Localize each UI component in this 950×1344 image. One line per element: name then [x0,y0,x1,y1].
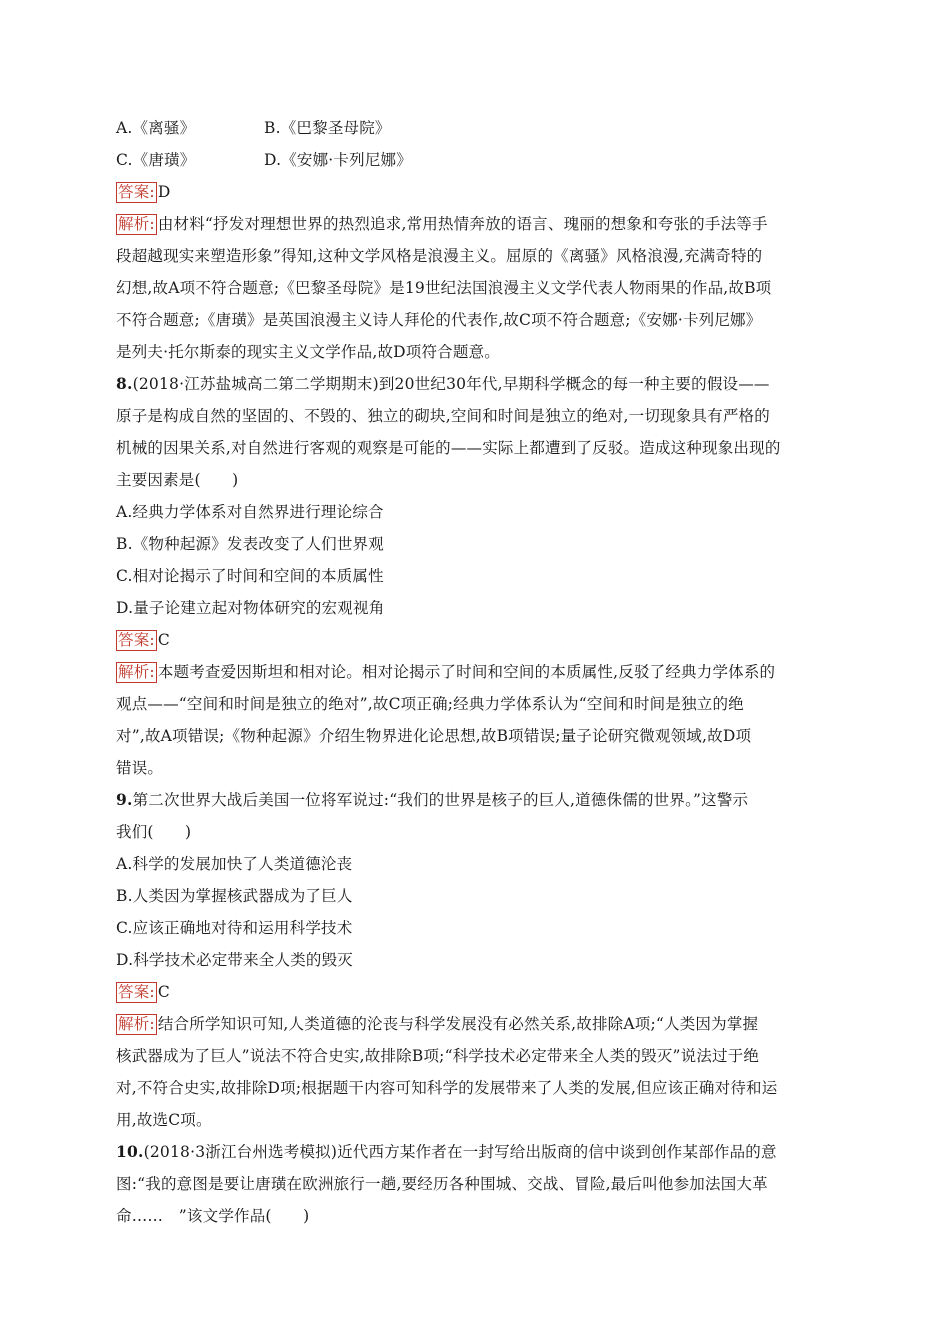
q8-stem-line-2: 原子是构成自然的坚固的、不毁的、独立的砌块,空间和时间是独立的绝对,一切现象具有严格的 [116,407,770,425]
q8-option-a: A.经典力学体系对自然界进行理论综合 [116,503,384,521]
q8-number: 8. [116,374,133,393]
q9-option-a: A.科学的发展加快了人类道德沦丧 [116,855,353,873]
q10-stem-line-2: 图:“我的意图是要让唐璜在欧洲旅行一趟,要经历各种围城、交战、冒险,最后叫他参加法国大革 [116,1175,768,1193]
analysis-text: 结合所学知识可知,人类道德的沦丧与科学发展没有必然关系,故排除A项;“人类因为掌握 [157,1015,759,1033]
q7-option-a: A.《离骚》 [116,119,196,137]
q9-option-d: D.科学技术必定带来全人类的毁灭 [116,951,354,969]
q9-analysis-line-1 [116,1008,836,1040]
q7-option-d: D.《安娜·卡列尼娜》 [264,151,412,169]
q7-analysis-line-3: 幻想,故A项不符合题意;《巴黎圣母院》是19世纪法国浪漫主义文学代表人物雨果的作品,故B项 [116,279,772,297]
q8-answer [116,624,836,656]
answer-tag: 答案: [118,631,155,649]
answer-tag: 答案: [118,183,155,201]
q7-analysis-line-5: 是列夫·托尔斯泰的现实主义文学作品,故D项符合题意。 [116,343,500,361]
q7-answer-value: D [157,183,171,201]
analysis-text: 本题考查爱因斯坦和相对论。相对论揭示了时间和空间的本质属性,反驳了经典力学体系的 [157,663,776,681]
q9-number: 9. [116,790,133,809]
q9-stem-text: 第二次世界大战后美国一位将军说过:“我们的世界是核子的巨人,道德侏儒的世界。”这警示 [132,791,749,809]
q8-analysis-line-1 [116,656,836,688]
q9-answer [116,976,836,1008]
q8-stem-text: (2018·江苏盐城高二第二学期期末)到20世纪30年代,早期科学概念的每一种主要的假设—— [132,375,770,393]
q10-stem-line-3: 命…… ”该文学作品( ) [116,1207,310,1225]
analysis-tag: 解析: [118,215,155,233]
q9-analysis-line-4: 用,故选C项。 [116,1111,212,1129]
q9-option-b: B.人类因为掌握核武器成为了巨人 [116,887,353,905]
q8-analysis-line-4: 错误。 [116,759,164,777]
q9-stem-line-1 [116,784,836,816]
q8-option-b: B.《物种起源》发表改变了人们世界观 [116,535,384,553]
q7-analysis-line-1 [116,208,836,240]
q8-answer-value: C [157,631,170,649]
q9-option-c: C.应该正确地对待和运用科学技术 [116,919,353,937]
q7-options-row-2 [116,144,836,176]
analysis-tag: 解析: [118,1015,155,1033]
q7-answer [116,176,836,208]
analysis-text: 由材料“抒发对理想世界的热烈追求,常用热情奔放的语言、瑰丽的想象和夸张的手法等手 [157,215,768,233]
q9-analysis-line-3: 对,不符合史实,故排除D项;根据题干内容可知科学的发展带来了人类的发展,但应该正确对待和运 [116,1079,778,1097]
q10-number: 10. [116,1142,144,1161]
q10-stem-text: (2018·3浙江台州选考模拟)近代西方某作者在一封写给出版商的信中谈到创作某部作品的意 [143,1143,777,1161]
q7-options-row-1 [116,112,836,144]
q8-stem-line-1 [116,368,836,400]
q8-option-d: D.量子论建立起对物体研究的宏观视角 [116,599,385,617]
q8-option-c: C.相对论揭示了时间和空间的本质属性 [116,567,384,585]
q9-analysis-line-2: 核武器成为了巨人”说法不符合史实,故排除B项;“科学技术必定带来全人类的毁灭”说法过于绝 [116,1047,760,1065]
q8-analysis-line-3: 对”,故A项错误;《物种起源》介绍生物界进化论思想,故B项错误;量子论研究微观领域,故D项 [116,727,752,745]
answer-tag: 答案: [118,983,155,1001]
q10-stem-line-1 [116,1136,836,1168]
q8-analysis-line-2: 观点——“空间和时间是独立的绝对”,故C项正确;经典力学体系认为“空间和时间是独立的绝 [116,695,744,713]
q9-stem-line-2: 我们( ) [116,823,192,841]
document-page [116,112,836,1232]
q9-answer-value: C [157,983,170,1001]
q7-analysis-line-4: 不符合题意;《唐璜》是英国浪漫主义诗人拜伦的代表作,故C项不符合题意;《安娜·卡列尼娜》 [116,311,762,329]
q8-stem-line-3: 机械的因果关系,对自然进行客观的观察是可能的——实际上都遭到了反驳。造成这种现象出现的 [116,439,781,457]
q7-option-c: C.《唐璜》 [116,151,196,169]
q7-analysis-line-2: 段超越现实来塑造形象”得知,这种文学风格是浪漫主义。屈原的《离骚》风格浪漫,充满奇特的 [116,247,763,265]
q7-option-b: B.《巴黎圣母院》 [264,119,391,137]
analysis-tag: 解析: [118,663,155,681]
q8-stem-line-4: 主要因素是( ) [116,471,239,489]
